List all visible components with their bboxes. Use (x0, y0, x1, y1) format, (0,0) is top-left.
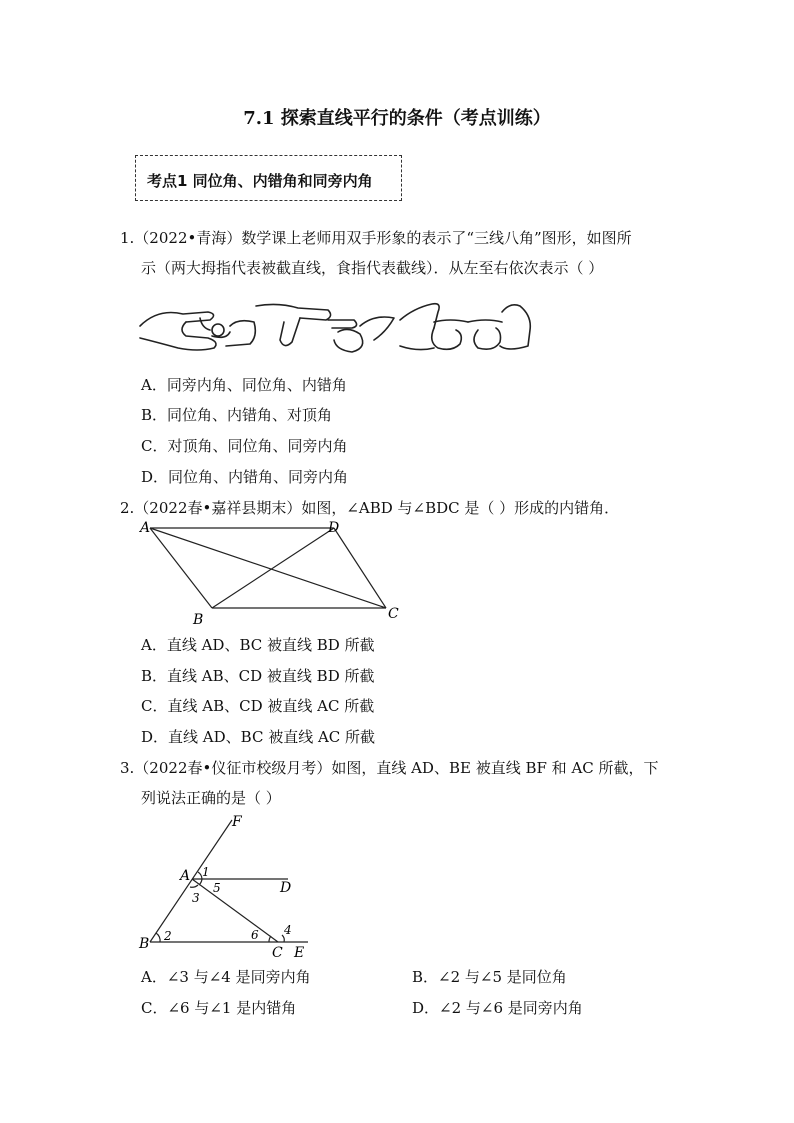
question-3-line-1: 3.（2022春•仪征市校级月考）如图，直线 AD、BE 被直线 BF 和 AC 所截，下 (120, 759, 659, 777)
q1-option-b: B．同位角、内错角、对顶角 (141, 406, 333, 424)
hand-gesture-1 (140, 312, 255, 350)
hand-gestures-figure (138, 296, 533, 356)
question-1-line-2: 示（两大拇指代表被截直线，食指代表截线）．从左至右依次表示（ ） (141, 259, 604, 277)
q3-option-a: A．∠3 与∠4 是同旁内角 (141, 968, 311, 986)
q2-option-a: A．直线 AD、BC 被直线 BD 所截 (141, 636, 375, 654)
angle-2-label: 2 (164, 929, 172, 943)
angle-4-label: 4 (284, 923, 292, 937)
hand-gesture-3 (400, 304, 530, 350)
hand-gesture-2 (256, 304, 394, 352)
diagonal-ac (150, 528, 386, 608)
point-b-label: B (193, 612, 204, 628)
segment-dc (334, 528, 386, 608)
point-e-label: E (294, 945, 305, 961)
point-d-label: D (328, 520, 340, 536)
parallelogram-figure (136, 516, 406, 628)
line-ac (192, 879, 278, 942)
angle-6-arc (269, 936, 271, 942)
segment-ab (150, 528, 212, 608)
angle-1-label: 1 (202, 865, 210, 879)
question-3-line-2: 列说法正确的是（ ） (141, 789, 281, 807)
angle-2-arc (156, 933, 160, 942)
q1-option-c: C．对顶角、同位角、同旁内角 (141, 437, 348, 455)
question-1-line-1: 1.（2022•青海）数学课上老师用双手形象的表示了“三线八角”图形，如图所 (120, 229, 632, 247)
question-2-line-1: 2.（2022春•嘉祥县期末）如图，∠ABD 与∠BDC 是（ ）形成的内错角． (120, 499, 620, 517)
point-c-label: C (388, 606, 399, 622)
point-a-label: A (180, 868, 191, 884)
q3-option-c: C．∠6 与∠1 是内错角 (141, 999, 297, 1017)
point-a-label: A (140, 520, 151, 536)
angle-5-label: 5 (213, 881, 221, 895)
q3-option-d: D．∠2 与∠6 是同旁内角 (412, 999, 583, 1017)
angle-6-label: 6 (251, 928, 259, 942)
q1-option-a: A．同旁内角、同位角、内错角 (141, 376, 347, 394)
q2-option-b: B．直线 AB、CD 被直线 BD 所截 (141, 667, 375, 685)
q2-option-d: D．直线 AD、BC 被直线 AC 所截 (141, 728, 376, 746)
angle-3-arc (190, 885, 198, 887)
q3-option-b: B．∠2 与∠5 是同位角 (412, 968, 567, 986)
point-d-label: D (280, 880, 292, 896)
angle-5-arc (199, 879, 202, 885)
angles-figure (136, 812, 326, 962)
point-c-label: C (272, 945, 283, 961)
page-title: 7.1 探索直线平行的条件（考点训练） (243, 108, 551, 129)
point-f-label: F (232, 814, 242, 830)
section-heading: 考点1 同位角、内错角和同旁内角 (147, 172, 373, 190)
point-b-label: B (139, 936, 150, 952)
q1-option-d: D．同位角、内错角、同旁内角 (141, 468, 349, 486)
angle-3-label: 3 (192, 891, 200, 905)
diagonal-bd (212, 528, 334, 608)
q2-option-c: C．直线 AB、CD 被直线 AC 所截 (141, 697, 375, 715)
